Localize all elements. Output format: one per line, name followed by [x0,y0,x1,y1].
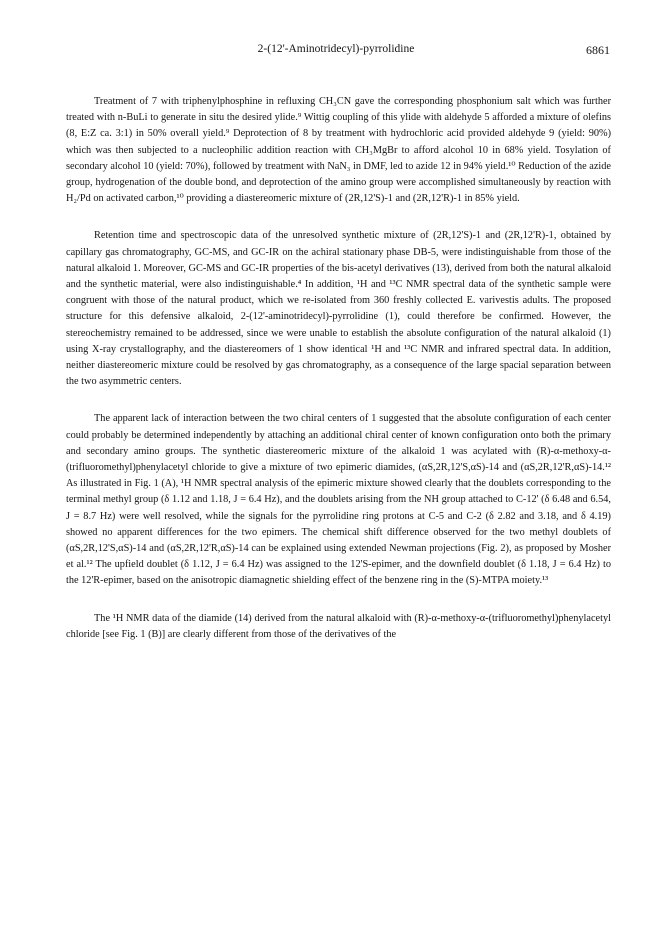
article-body [66,94,611,643]
paragraph-wittig-synthesis: Treatment of 7 with triphenylphosphine in refluxing CH₃CN gave the corresponding phosphonium salt which was further treated with n-BuLi to generate in situ the desired ylide.⁹ Wittig coupling of this ylide with aldehyde 5 afforded a mixture of olefins (8, E:Z ca. 3:1) in 50% overall yield.⁹ Deprotection of 8 by treatment with hydrochloric acid provided aldehyde 9 (yield: 90%) which was then subjected to a nucleophilic addition reaction with CH₃MgBr to afford alcohol 10 in 68% yield. Tosylation of secondary alcohol 10 (yield: 70%), followed by treatment with NaN₃ in DMF, led to azide 12 in 94% yield.¹⁰ Reduction of the azide group, hydrogenation of the double bond, and deprotection of the amino group were accomplished simultaneously by reaction with H₂/Pd on activated carbon,¹⁰ providing a diastereomeric mixture of (2R,12'S)-1 and (2R,12'R)-1 in 85% yield. [66,96,611,205]
paragraph-natural-diamide-nmr: The ¹H NMR data of the diamide (14) derived from the natural alkaloid with (R)-α-methoxy-α-(trifluoromethyl)phenylacetyl chloride [see Fig. 1 (B)] are clearly different from those of the derivatives of the [66,612,611,640]
paragraph-retention-spectroscopy: Retention time and spectroscopic data of the unresolved synthetic mixture of (2R,12'S)-1 and (2R,12'R)-1, obtained by capillary gas chromatography, GC-MS, and GC-IR on the achiral stationary phase DB-5, were indistinguishable from those of the natural alkaloid 1. Moreover, GC-MS and GC-IR properties of the bis-acetyl derivatives (13), derived from both the natural alkaloid and the synthetic material, were also indistinguishable.⁴ In addition, ¹H and ¹³C NMR spectral data of the synthetic sample were congruent with those of the natural product, which we re-isolated from 360 freshly collected E. varivestis adults. The proposed structure for this defensive alkaloid, 2-(12'-aminotridecyl)-pyrrolidine (1), could therefore be confirmed. However, the stereochemistry remained to be addressed, since we were unable to establish the absolute configuration of the natural alkaloid (1) using X-ray crystallography, and the diastereomers of 1 show identical ¹H and ¹³C NMR and infrared spectral data. In addition, neither diastereomeric mixture could be resolved by gas chromatography, as a consequence of the large spacial separation between the two asymmetric centers. [66,230,611,388]
running-header [62,43,610,59]
paragraph-mtpa-derivatization: The apparent lack of interaction between the two chiral centers of 1 suggested that the absolute configuration of each center could probably be determined independently by attaching an additional chiral center of known configuration onto both the primary and secondary amino groups. The synthetic diastereomeric mixture of the alkaloid 1 was acylated with (R)-α-methoxy-α-(trifluoromethyl)phenylacetyl chloride to give a mixture of two epimeric diamides, (αS,2R,12'S,αS)-14 and (αS,2R,12'R,αS)-14.¹² As illustrated in Fig. 1 (A), ¹H NMR spectral analysis of the epimeric mixture showed clearly that the doublets corresponding to the terminal methyl group (δ 1.12 and 1.18, J = 6.4 Hz), and the doublets arising from the NH group attached to C-12' (δ 6.48 and 6.54, J = 8.7 Hz) were well resolved, while the signals for the pyrrolidine ring protons at C-5 and C-2 (δ 2.82 and 3.18, and δ 4.19) showed no apparent differences for the two epimers. The chemical shift difference observed for the two methyl doublets of (αS,2R,12'S,αS)-14 and (αS,2R,12'R,αS)-14 can be explained using extended Newman projections (Fig. 2), as proposed by Mosher et al.¹² The upfield doublet (δ 1.12, J = 6.4 Hz) was assigned to the 12'S-epimer, and the downfield doublet (δ 1.18, J = 6.4 Hz) to the 12'R-epimer, based on the anisotropic diamagnetic shielding effect of the benzene ring in the (S)-MTPA moiety.¹³ [66,413,611,587]
page-number: 6861 [586,43,610,57]
running-title: 2-(12'-Aminotridecyl)-pyrrolidine [257,43,415,55]
